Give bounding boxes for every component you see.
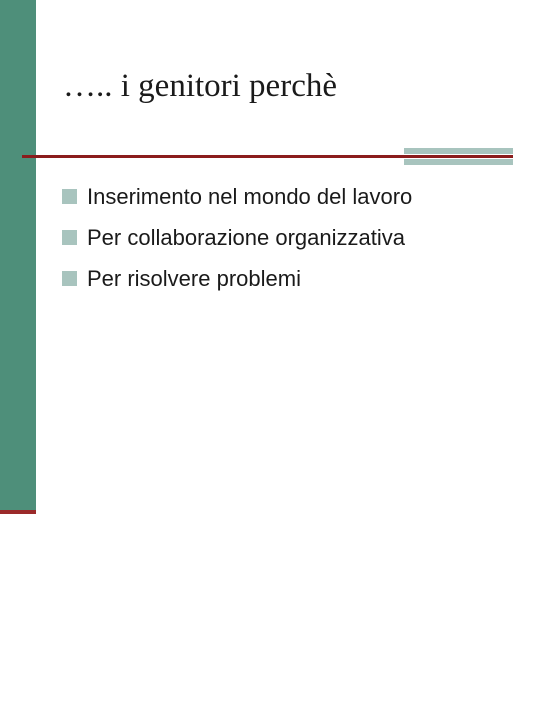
bullet-text: Per collaborazione organizzativa	[87, 224, 405, 250]
square-bullet-icon	[62, 189, 77, 204]
bullet-text: Per risolvere problemi	[87, 265, 301, 291]
slide-title: ….. i genitori perchè	[63, 68, 337, 104]
accent-block-bottom	[404, 159, 513, 165]
square-bullet-icon	[62, 230, 77, 245]
bullet-list	[62, 176, 412, 299]
bullet-text: Inserimento nel mondo del lavoro	[87, 183, 413, 209]
title-divider	[22, 155, 513, 158]
bullet-item	[62, 176, 412, 217]
bullet-item	[62, 258, 412, 299]
square-bullet-icon	[62, 271, 77, 286]
accent-block-top	[404, 148, 513, 154]
left-band-bottom-rule	[0, 510, 36, 514]
bullet-item	[62, 217, 412, 258]
left-accent-band	[0, 0, 36, 512]
